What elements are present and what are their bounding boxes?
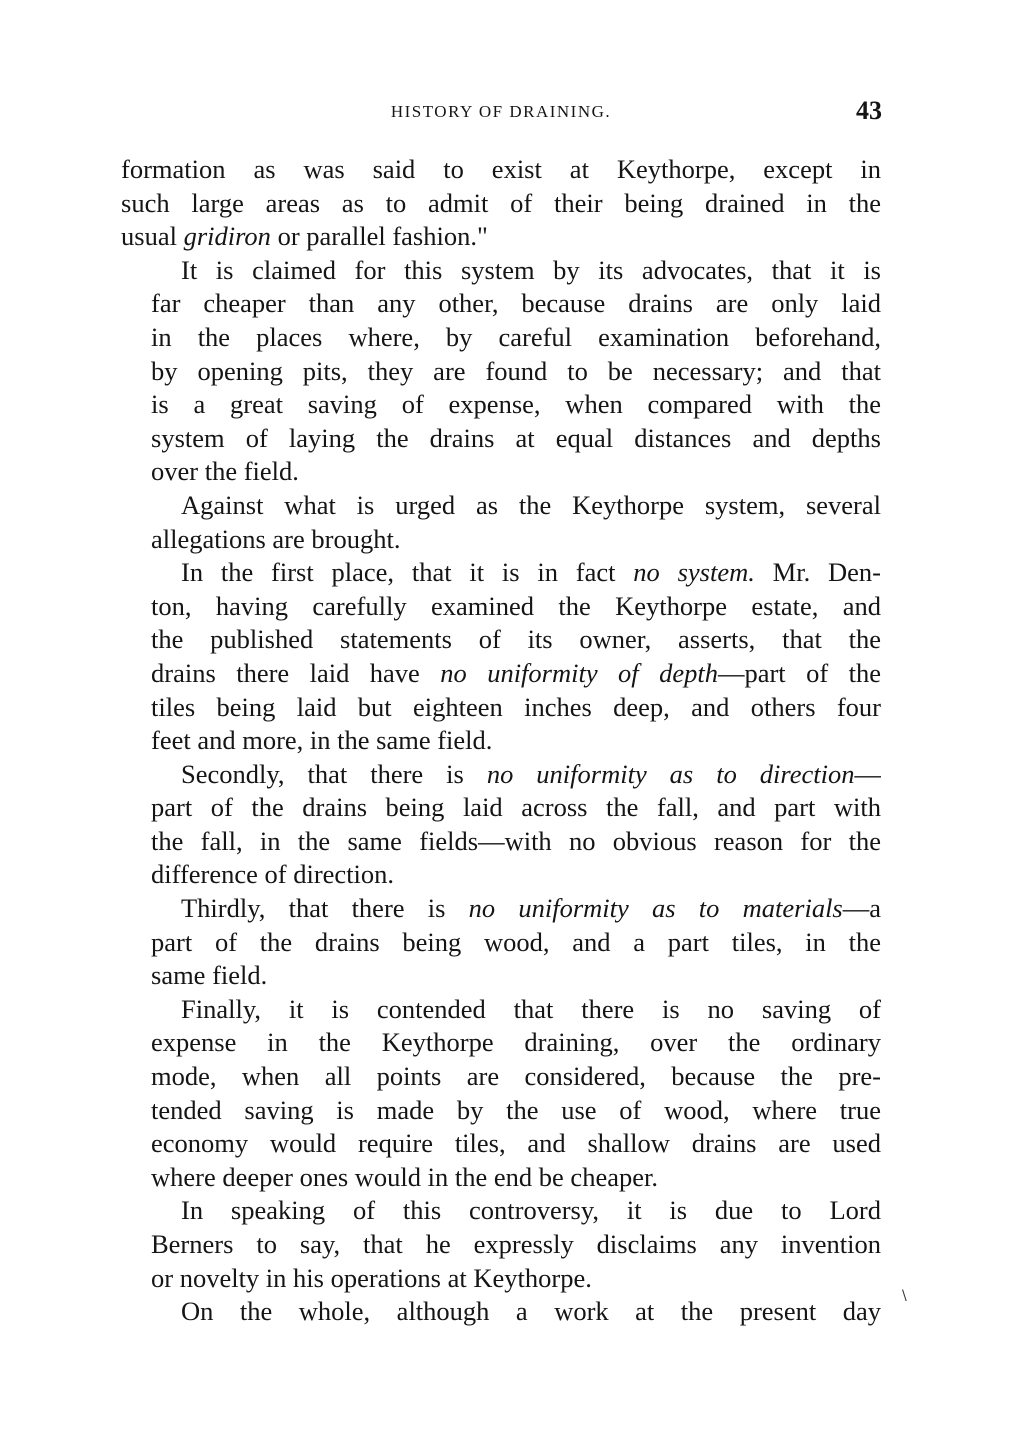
text-line: Berners to say, that he expressly disclaims any invention <box>151 1229 881 1259</box>
text-line: formation as was said to exist at Keythorpe, except in <box>121 154 881 184</box>
text-line: part of the drains being wood, and a part tiles, in the <box>151 926 881 957</box>
text-line: expense in the Keythorpe draining, over the ordinary <box>151 1027 881 1058</box>
text-line: part of the drains being laid across the fall, and part with <box>151 792 881 823</box>
text-line: Thirdly, that there is no uniformity as to materials—a <box>181 893 881 924</box>
text-line: It is claimed for this system by its advocates, that it is <box>181 254 881 285</box>
text-line: where deeper ones would in the end be cheaper. <box>151 1161 658 1192</box>
running-title: HISTORY OF DRAINING. <box>390 102 612 121</box>
paragraph <box>121 892 881 993</box>
text-line: Secondly, that there is no uniformity as to direction— <box>181 758 881 789</box>
text-line: drains there laid have no uniformity of depth—part of the <box>151 657 881 688</box>
text-line: On the whole, although a work at the present day <box>181 1296 881 1327</box>
text-line: Against what is urged as the Keythorpe system, several <box>181 489 881 520</box>
text-line: the published statements of its owner, asserts, that the <box>151 624 881 655</box>
text-line: system of laying the drains at equal distances and depths <box>151 422 881 453</box>
italic-phrase: no uniformity as to materials <box>468 893 843 924</box>
italic-phrase: gridiron <box>183 221 271 252</box>
paragraph <box>121 993 881 1195</box>
print-mark: \ <box>902 1288 907 1304</box>
paragraph <box>121 153 881 254</box>
page-number: 43 <box>856 96 882 125</box>
page-header <box>120 96 882 130</box>
text-line: by opening pits, they are found to be necessary; and that <box>151 355 881 386</box>
italic-phrase: no uniformity of depth <box>440 657 718 688</box>
text-line: same field. <box>151 960 268 991</box>
text-line: the fall, in the same fields—with no obvious reason for the <box>151 825 881 856</box>
italic-phrase: no system. <box>633 557 755 588</box>
text-line: is a great saving of expense, when compared with the <box>151 389 881 420</box>
text-line: far cheaper than any other, because drains are only laid <box>151 288 881 319</box>
paragraph <box>121 254 881 489</box>
text-line: tiles being laid but eighteen inches deep, and others four <box>151 691 881 722</box>
text-line: mode, when all points are considered, because the pre- <box>151 1061 881 1092</box>
paragraph <box>121 556 881 758</box>
paragraph <box>121 758 881 892</box>
text-line: Finally, it is contended that there is no saving of <box>181 993 881 1024</box>
text-line: tended saving is made by the use of wood, where true <box>151 1094 881 1125</box>
text-line: usual gridiron or parallel fashion." <box>121 221 488 252</box>
paragraph <box>121 489 881 556</box>
text-line: over the field. <box>151 456 299 487</box>
text-line: In speaking of this controversy, it is due to Lord <box>181 1195 881 1226</box>
text-line: economy would require tiles, and shallow drains are used <box>151 1128 881 1159</box>
text-line: in the places where, by careful examination beforehand, <box>151 321 881 352</box>
text-line: feet and more, in the same field. <box>151 725 493 756</box>
text-line: such large areas as to admit of their being drained in the <box>121 187 881 218</box>
text-line: ton, having carefully examined the Keythorpe estate, and <box>151 590 881 621</box>
italic-phrase: no uniformity as to direction <box>486 758 855 789</box>
text-line: difference of direction. <box>151 859 395 890</box>
text-line: In the first place, that it is in fact no system. Mr. Den- <box>181 557 881 588</box>
text-line: allegations are brought. <box>151 523 401 554</box>
paragraph <box>121 1295 881 1329</box>
text-line: or novelty in his operations at Keythorpe. <box>151 1262 592 1293</box>
paragraph <box>121 1194 881 1295</box>
body-text <box>121 153 881 1329</box>
